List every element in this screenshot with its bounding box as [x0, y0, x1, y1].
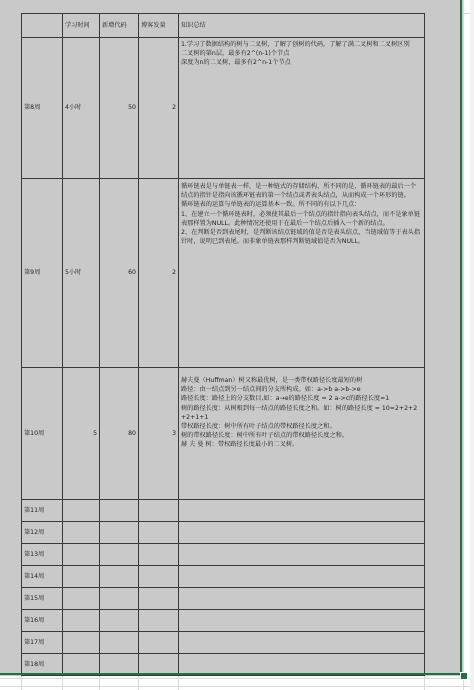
week-cell[interactable]: 第14周 — [22, 566, 63, 588]
vertical-scrollbar[interactable] — [470, 0, 474, 690]
blogs-cell[interactable]: 3 — [139, 368, 179, 500]
week-cell[interactable]: 第17周 — [22, 632, 63, 654]
summary-line: 树的路径长度：从树根到每一结点的路径长度之和。如：树的路径长度 = 10=2+2+2+2+1+1 — [181, 404, 418, 421]
header-cell-time[interactable]: 学习时间 — [63, 14, 100, 38]
summary-line: 路径：由一结点到另一结点间的分支所构成。如：a->b a->b->e — [181, 386, 361, 394]
week-cell[interactable]: 第8周 — [22, 38, 63, 179]
summary-line: 赫 夫 曼 树：带权路径长度最小的二叉树。 — [181, 441, 299, 449]
summary-line: 深度为n的二叉树，最多有2^n-1个节点 — [181, 59, 291, 67]
summary-line: 赫夫曼（Huffman）树又称最优树，是一类带权路径长度最短的树 — [181, 377, 363, 384]
week-cell[interactable]: 第13周 — [22, 544, 63, 566]
code-cell[interactable]: 80 — [100, 368, 139, 500]
summary-line: 带权路径长度：树中所有叶子结点的带权路径长度之和。 — [181, 423, 336, 431]
blogs-cell[interactable]: 2 — [139, 179, 179, 368]
week-cell[interactable]: 第16周 — [22, 610, 63, 632]
summary-line: 2、在判断是否到表尾时，是判断该结点链域的值是否是表头结点，当链域值等于表头指针时，说明已到表尾。而非象单链表那样判断链域值是否为NULL。 — [181, 229, 421, 246]
summary-line: 1.学习了数据结构的树与二叉树，了解了创树的代码，了解了满二叉树和二叉树区别 — [181, 41, 410, 48]
code-cell[interactable]: 50 — [100, 38, 139, 179]
gridline — [463, 0, 464, 690]
summary-line: 树的带权路径长度：树中所有叶子结点的带权路径长度之和。 — [181, 432, 349, 440]
week-cell[interactable]: 第11周 — [22, 500, 63, 522]
gridline — [0, 678, 474, 679]
week-cell[interactable]: 第12周 — [22, 522, 63, 544]
time-cell[interactable]: 5 — [63, 368, 100, 500]
code-cell[interactable]: 60 — [100, 179, 139, 368]
summary-line: 循环链表的运算与单链表的运算基本一致。所不同的有以下几点： — [181, 201, 361, 209]
time-cell[interactable]: 4小时 — [63, 38, 100, 179]
blogs-cell[interactable]: 2 — [139, 38, 179, 179]
header-cell-code[interactable]: 新增代码 — [100, 14, 139, 38]
week-cell[interactable]: 第10周 — [22, 368, 63, 500]
week-cell[interactable]: 第15周 — [22, 588, 63, 610]
header-cell-summary[interactable]: 知识总结 — [179, 14, 425, 38]
gridline — [0, 686, 474, 687]
fill-handle[interactable] — [460, 672, 468, 680]
summary-line: 路径长度：路径上的分支数目,如：a→e的路径长度 = 2 a->c的路径长度=1 — [181, 395, 390, 403]
week-cell[interactable]: 第9周 — [22, 179, 63, 368]
summary-line: 循环链表是与单链表一样，是一种链式的存储结构，所不同的是，循环链表的最后一个结点的指针是指向该循环链表的第一个结点或者表头结点，从而构成一个环形的链。 — [181, 183, 417, 200]
header-cell-blogs[interactable]: 博客发量 — [139, 14, 179, 38]
summary-line: 1、在建立一个循环链表时，必须使其最后一个结点的指针指向表头结点，而不是象单链表那样置为NULL。此种情况还使用于在最后一个结点后插入一个新的结点。 — [181, 210, 421, 227]
week-cell[interactable]: 第18周 — [22, 654, 63, 676]
summary-line: 二叉树的第n层，最多有2^(n-1)个节点 — [181, 50, 290, 58]
time-cell[interactable]: 5小时 — [63, 179, 100, 368]
